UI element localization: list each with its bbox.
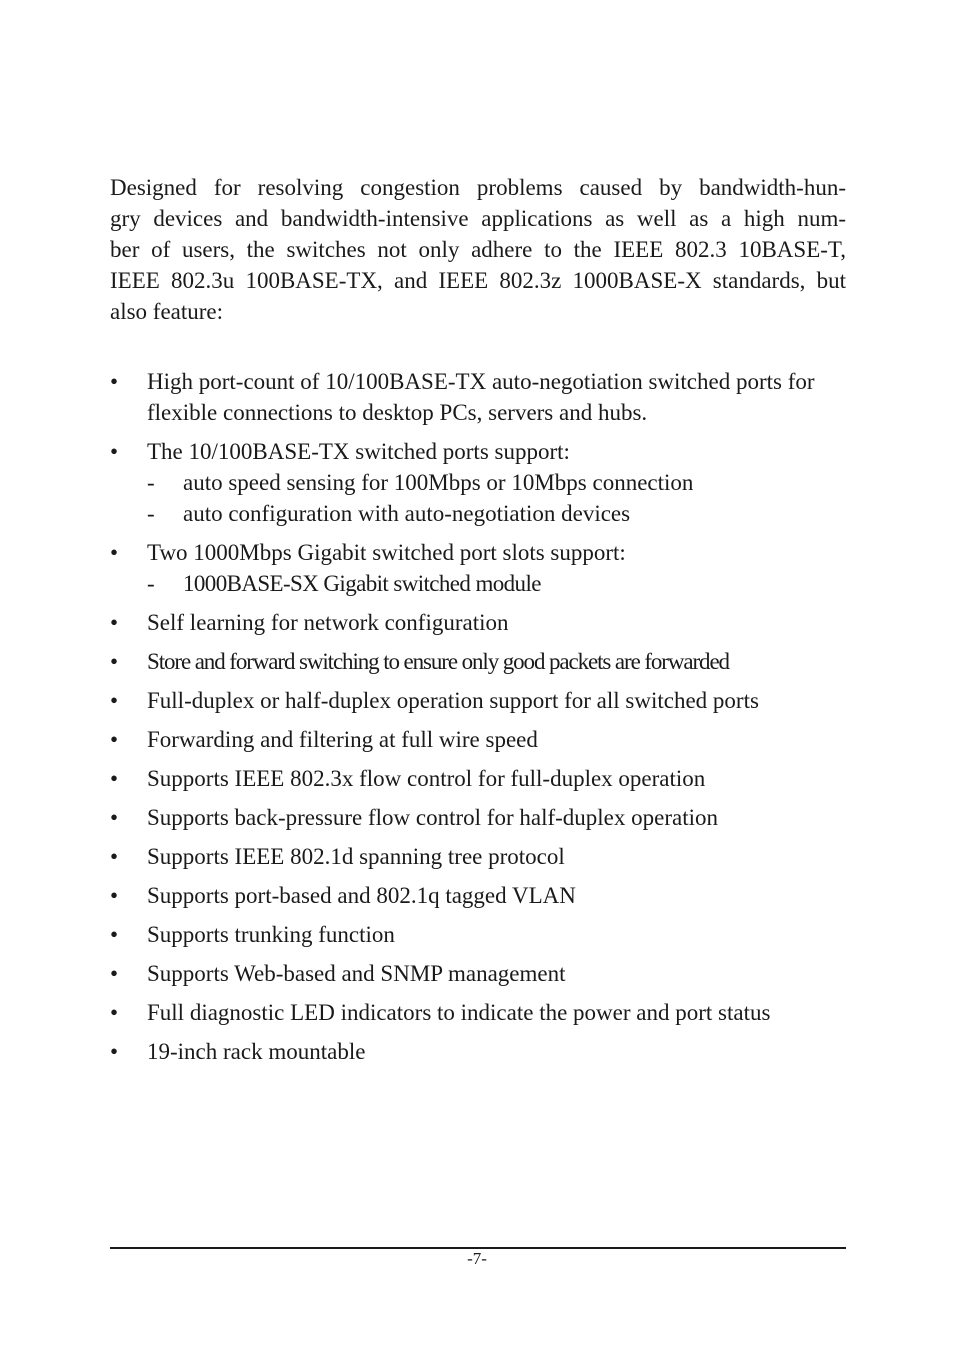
bullet: •	[110, 727, 119, 752]
feature-item	[110, 436, 846, 529]
feature-item	[110, 724, 846, 755]
page-number: -7-	[467, 1249, 487, 1268]
feature-item	[110, 646, 846, 677]
sub-feature-list	[147, 568, 846, 599]
bullet: •	[110, 766, 119, 791]
feature-item	[110, 1036, 846, 1067]
feature-text: Supports trunking function	[147, 922, 395, 947]
intro-line: Designed for resolving congestion problems caused by bandwidth-hun-	[110, 175, 846, 200]
bullet: •	[110, 688, 119, 713]
feature-item	[110, 763, 846, 794]
bullet: •	[110, 922, 119, 947]
feature-text: Supports IEEE 802.1d spanning tree protocol	[147, 844, 565, 869]
intro-line: also feature:	[110, 299, 224, 324]
feature-text: 19-inch rack mountable	[147, 1039, 366, 1064]
intro-paragraph	[110, 172, 846, 327]
feature-text: Supports port-based and 802.1q tagged VLAN	[147, 883, 576, 908]
bullet: •	[110, 961, 119, 986]
bullet: •	[110, 439, 119, 464]
feature-list	[110, 366, 846, 1075]
bullet: •	[110, 369, 119, 394]
dash: -	[147, 571, 155, 596]
feature-text: Two 1000Mbps Gigabit switched port slots support:	[147, 540, 626, 565]
bullet: •	[110, 610, 119, 635]
dash: -	[147, 501, 155, 526]
sub-feature-list	[147, 467, 846, 529]
feature-text: Full diagnostic LED indicators to indicate the power and port status	[147, 1000, 771, 1025]
sub-feature-text: 1000BASE-SX Gigabit switched module	[183, 571, 541, 596]
intro-line: gry devices and bandwidth-intensive applications as well as a high num-	[110, 206, 846, 231]
dash: -	[147, 470, 155, 495]
feature-item	[110, 958, 846, 989]
feature-text: Self learning for network configuration	[147, 610, 509, 635]
bullet: •	[110, 1000, 119, 1025]
feature-item	[110, 919, 846, 950]
feature-item	[110, 537, 846, 599]
feature-item	[110, 841, 846, 872]
sub-feature-item	[147, 467, 846, 498]
feature-text: The 10/100BASE-TX switched ports support:	[147, 439, 570, 464]
bullet: •	[110, 883, 119, 908]
intro-line: IEEE 802.3u 100BASE-TX, and IEEE 802.3z 1000BASE-X standards, but	[110, 268, 846, 293]
feature-text: Full-duplex or half-duplex operation support for all switched ports	[147, 688, 759, 713]
bullet: •	[110, 649, 119, 674]
feature-text: Supports back-pressure flow control for half-duplex operation	[147, 805, 719, 830]
feature-item	[110, 880, 846, 911]
bullet: •	[110, 844, 119, 869]
bullet: •	[110, 540, 119, 565]
feature-item	[110, 607, 846, 638]
bullet: •	[110, 805, 119, 830]
feature-text: Forwarding and filtering at full wire speed	[147, 727, 538, 752]
feature-item	[110, 366, 846, 428]
feature-text: High port-count of 10/100BASE-TX auto-negotiation switched ports for flexible connections to desktop PCs, servers and hubs.	[147, 369, 815, 425]
sub-feature-item	[147, 568, 846, 599]
bullet: •	[110, 1039, 119, 1064]
sub-feature-item	[147, 498, 846, 529]
intro-line: ber of users, the switches not only adhere to the IEEE 802.3 10BASE-T,	[110, 237, 846, 262]
feature-item	[110, 802, 846, 833]
sub-feature-text: auto speed sensing for 100Mbps or 10Mbps connection	[183, 470, 694, 495]
feature-text: Store and forward switching to ensure only good packets are forwarded	[147, 649, 729, 674]
feature-text: Supports IEEE 802.3x flow control for full-duplex operation	[147, 766, 706, 791]
sub-feature-text: auto configuration with auto-negotiation devices	[183, 501, 631, 526]
feature-item	[110, 685, 846, 716]
feature-text: Supports Web-based and SNMP management	[147, 961, 566, 986]
feature-item	[110, 997, 846, 1028]
